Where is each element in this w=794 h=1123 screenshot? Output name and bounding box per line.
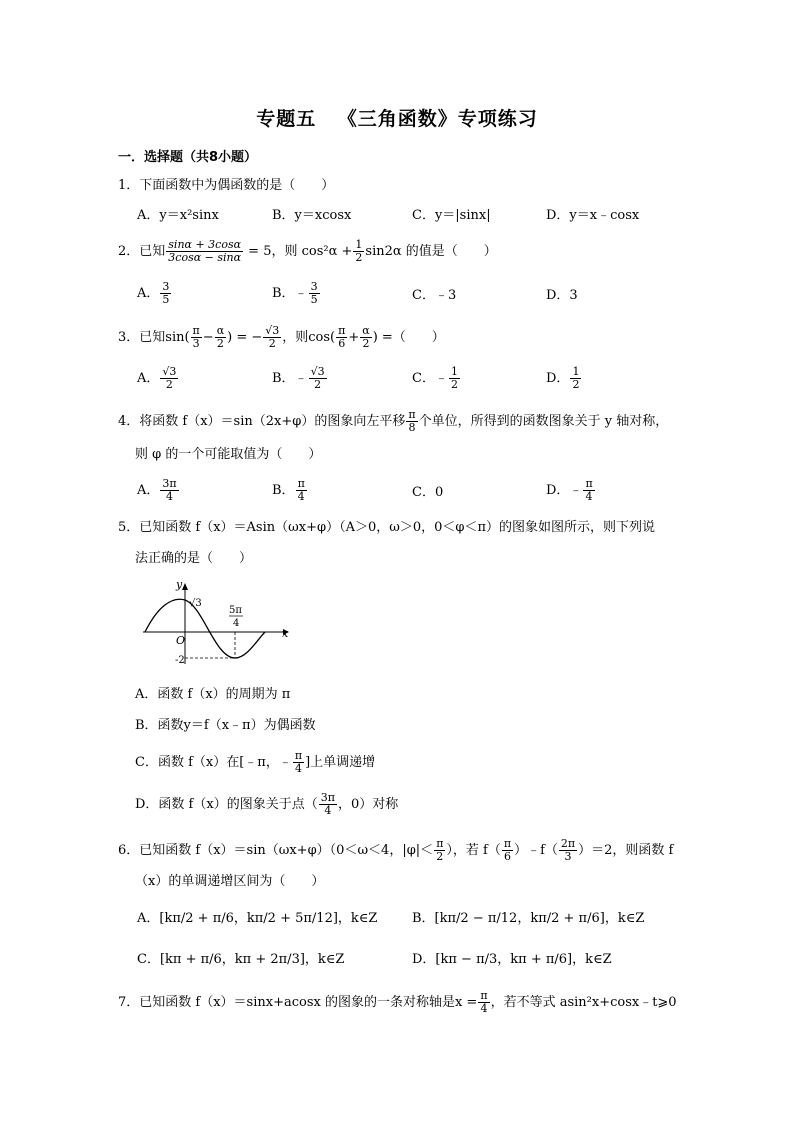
q3-d-prefix: D． — [546, 371, 570, 386]
q6-six: 6 — [503, 850, 511, 863]
q3-three: 3 — [192, 337, 200, 350]
q4-stem1-b: 个单位，所得到的函数图象关于 y 轴对称， — [418, 414, 669, 429]
y-axis-arrow — [182, 583, 188, 590]
q3-two-3: 2 — [362, 337, 370, 350]
q4-b-num: π — [297, 477, 305, 490]
q2-option-b — [272, 281, 321, 306]
question-6-stem-line2: （x）的单调递增区间为（ ） — [135, 874, 325, 889]
question-7-stem — [118, 990, 677, 1015]
q3-frac-a2b — [360, 325, 371, 350]
section-heading: 一．选择题（共8小题） — [118, 150, 258, 165]
q3-frac-pi6 — [336, 325, 347, 350]
q3-pi-1: π — [192, 324, 200, 337]
q5-d-den: 4 — [324, 804, 332, 817]
q3-c-num: 1 — [450, 365, 458, 378]
q4-b-den: 4 — [297, 490, 305, 503]
q6-option-c: C．[kπ + π/6，kπ + 2π/3]，k∈Z — [137, 952, 345, 967]
q4-a-num: 3π — [162, 477, 177, 490]
question-5-stem-line2: 法正确的是（ ） — [135, 551, 253, 566]
q2-option-d: D．3 — [546, 288, 578, 303]
q6-option-a: A．[kπ/2 + π/6，kπ/2 + 5π/12]，k∈Z — [137, 911, 378, 926]
x-axis-label: x — [282, 627, 289, 640]
q3-b-den: 2 — [314, 378, 322, 391]
q4-frac-den: 8 — [408, 421, 416, 434]
q7-frac — [478, 990, 489, 1015]
q4-frac-num: π — [408, 408, 416, 421]
q4-option-a — [137, 478, 180, 503]
q3-stem-a: 3．已知sin( — [118, 330, 190, 345]
q2-a-frac — [160, 281, 171, 306]
q1-option-b: B．y＝xcosx — [272, 208, 352, 223]
q3-minus: − — [202, 330, 214, 345]
q3-c-frac — [449, 366, 460, 391]
q3-pi-2: π — [338, 324, 346, 337]
q5-option-a: A．函数 f（x）的周期为 π — [135, 687, 291, 702]
q3-a-den: 2 — [165, 378, 173, 391]
q3-b-frac — [309, 366, 327, 391]
q1-option-d: D．y＝x﹣cosx — [546, 208, 640, 223]
q3-option-c — [412, 366, 461, 391]
q4-a-prefix: A． — [137, 483, 160, 498]
q5-option-d — [135, 792, 398, 817]
xmark-den: 4 — [233, 618, 240, 629]
q5-option-c — [135, 750, 375, 775]
question-1-stem: 1．下面函数中为偶函数的是（ ） — [118, 178, 335, 193]
q6-stem-c: ）﹣f（ — [514, 843, 558, 858]
q7-den: 4 — [480, 1002, 488, 1015]
q2-frac-num: sinα + 3cosα — [168, 238, 242, 251]
q7-num: π — [480, 989, 488, 1002]
q3-plus: + — [348, 330, 360, 345]
q4-d-prefix: D．﹣ — [546, 483, 583, 498]
q4-d-frac — [583, 478, 594, 503]
q2-stem-pre: 2．已知 — [118, 244, 166, 259]
q5-d-pre: D．函数 f（x）的图象关于点（ — [135, 797, 318, 812]
q3-b-num: √3 — [310, 365, 325, 378]
q3-alpha-2: α — [362, 324, 370, 337]
q3-a-frac — [160, 366, 178, 391]
q3-d-frac — [570, 366, 581, 391]
q5-c-den: 4 — [294, 762, 302, 775]
q4-d-num: π — [585, 477, 593, 490]
q2-frac-den: 3cosα − sinα — [168, 251, 242, 264]
q5-c-post: ]上单调递增 — [305, 755, 376, 770]
sine-curve — [145, 599, 265, 658]
q6-two: 2 — [436, 850, 444, 863]
q3-frac-pi3 — [191, 325, 202, 350]
q2-a-num: 3 — [162, 280, 170, 293]
q4-d-den: 4 — [585, 490, 593, 503]
q6-pi-2: π — [503, 837, 512, 850]
q3-d-den: 2 — [572, 378, 580, 391]
q3-a-num: √3 — [162, 365, 177, 378]
question-4-stem-line1 — [118, 409, 668, 434]
q3-stem-c: ，则cos( — [282, 330, 336, 345]
q2-option-a — [137, 281, 172, 306]
q2-half-den: 2 — [355, 251, 363, 264]
q5-d-post: ，0）对称 — [337, 797, 399, 812]
q5-sine-graph — [135, 578, 295, 668]
q1-option-a: A．y＝x²sinx — [137, 208, 219, 223]
q2-half — [353, 239, 364, 264]
q2-a-prefix: A． — [137, 286, 160, 301]
q5-c-pre: C．函数 f（x）在[﹣π，﹣ — [135, 755, 292, 770]
q6-twopi: 2π — [560, 837, 576, 850]
q6-stem-b: ），若 f（ — [446, 843, 501, 858]
q2-half-num: 1 — [355, 238, 363, 251]
q2-stem-post: sin2α 的值是（ ） — [365, 244, 497, 259]
q2-b-den: 5 — [310, 293, 318, 306]
q3-option-b — [272, 366, 328, 391]
q4-a-den: 4 — [166, 490, 173, 503]
q3-alpha-1: α — [216, 324, 225, 337]
page-title: 专题五 《三角函数》专项练习 — [256, 108, 538, 130]
q3-c-den: 2 — [450, 378, 458, 391]
q6-frac-pi6 — [502, 838, 513, 863]
q4-option-b — [272, 478, 308, 503]
q4-stem1-a: 4．将函数 f（x）＝sin（2x+φ）的图象向左平移 — [118, 414, 406, 429]
question-6-stem-line1 — [118, 838, 673, 863]
q2-option-c: C．﹣3 — [412, 288, 457, 303]
q4-b-prefix: B． — [272, 483, 295, 498]
q3-c-prefix: C．﹣ — [412, 371, 448, 386]
q4-a-frac — [160, 478, 178, 503]
q1-option-c: C．y＝|sinx| — [412, 208, 491, 223]
q3-frac-root3 — [263, 325, 281, 350]
q4-frac — [406, 409, 417, 434]
q2-a-den: 5 — [162, 293, 170, 306]
q6-option-b: B．[kπ/2 − π/12，kπ/2 + π/6]，k∈Z — [412, 911, 645, 926]
question-4-stem-line2: 则 φ 的一个可能取值为（ ） — [135, 447, 322, 462]
q4-option-d — [546, 478, 596, 503]
q3-option-d — [546, 366, 582, 391]
q2-stem-mid: = 5，则 cos²α + — [248, 244, 353, 259]
q2-b-num: 3 — [310, 280, 318, 293]
q6-stem-a: 6．已知函数 f（x）＝sin（ωx+φ）（0＜ω＜4，|φ|＜ — [118, 843, 434, 858]
q5-c-num: π — [294, 749, 303, 762]
q3-root3: √3 — [265, 324, 280, 337]
q3-d-num: 1 — [572, 365, 580, 378]
q3-two-2: 2 — [268, 337, 276, 350]
q2-b-frac — [309, 281, 320, 306]
q6-frac-2pi3 — [559, 838, 577, 863]
q3-b-prefix: B．﹣ — [272, 371, 308, 386]
xmark-num: 5π — [229, 605, 242, 616]
q3-stem-b: ) = − — [227, 330, 263, 345]
root3-label: √3 — [189, 598, 202, 609]
q5-c-frac — [293, 750, 304, 775]
q3-stem-d: ) =（ ） — [372, 330, 445, 345]
q6-three: 3 — [564, 850, 572, 863]
q7-stem-b: ，若不等式 asin²x+cosx﹣t⩾0 — [490, 995, 677, 1010]
q3-a-prefix: A． — [137, 371, 160, 386]
q3-six: 6 — [338, 337, 346, 350]
q4-option-c: C．0 — [412, 485, 444, 500]
q7-stem-a: 7．已知函数 f（x）＝sinx+acosx 的图象的一条对称轴是x = — [118, 995, 478, 1010]
q5-option-b: B．函数y＝f（x﹣π）为偶函数 — [135, 718, 316, 733]
q2-fraction — [166, 239, 243, 264]
question-3-stem — [118, 325, 445, 350]
q6-frac-pi2 — [434, 838, 445, 863]
q5-d-frac — [319, 792, 337, 817]
question-5-stem-line1: 5．已知函数 f（x）＝Asin（ωx+φ）（A＞0，ω＞0，0＜φ＜π）的图象如图所示，则下列说 — [118, 520, 656, 535]
q6-pi-1: π — [436, 837, 444, 850]
origin-label: O — [176, 634, 186, 647]
q3-two-1: 2 — [216, 337, 224, 350]
q6-stem-d: ）＝2，则函数 f — [578, 843, 674, 858]
q2-b-prefix: B．﹣ — [272, 286, 308, 301]
q4-b-frac — [296, 478, 307, 503]
min-label: -2 — [175, 655, 185, 666]
y-axis-label: y — [176, 578, 183, 591]
q5-d-num: 3π — [320, 791, 335, 804]
question-2-stem — [118, 239, 497, 264]
q3-option-a — [137, 366, 179, 391]
q3-frac-a2 — [215, 325, 226, 350]
q6-option-d: D．[kπ − π/3，kπ + π/6]，k∈Z — [412, 952, 612, 967]
